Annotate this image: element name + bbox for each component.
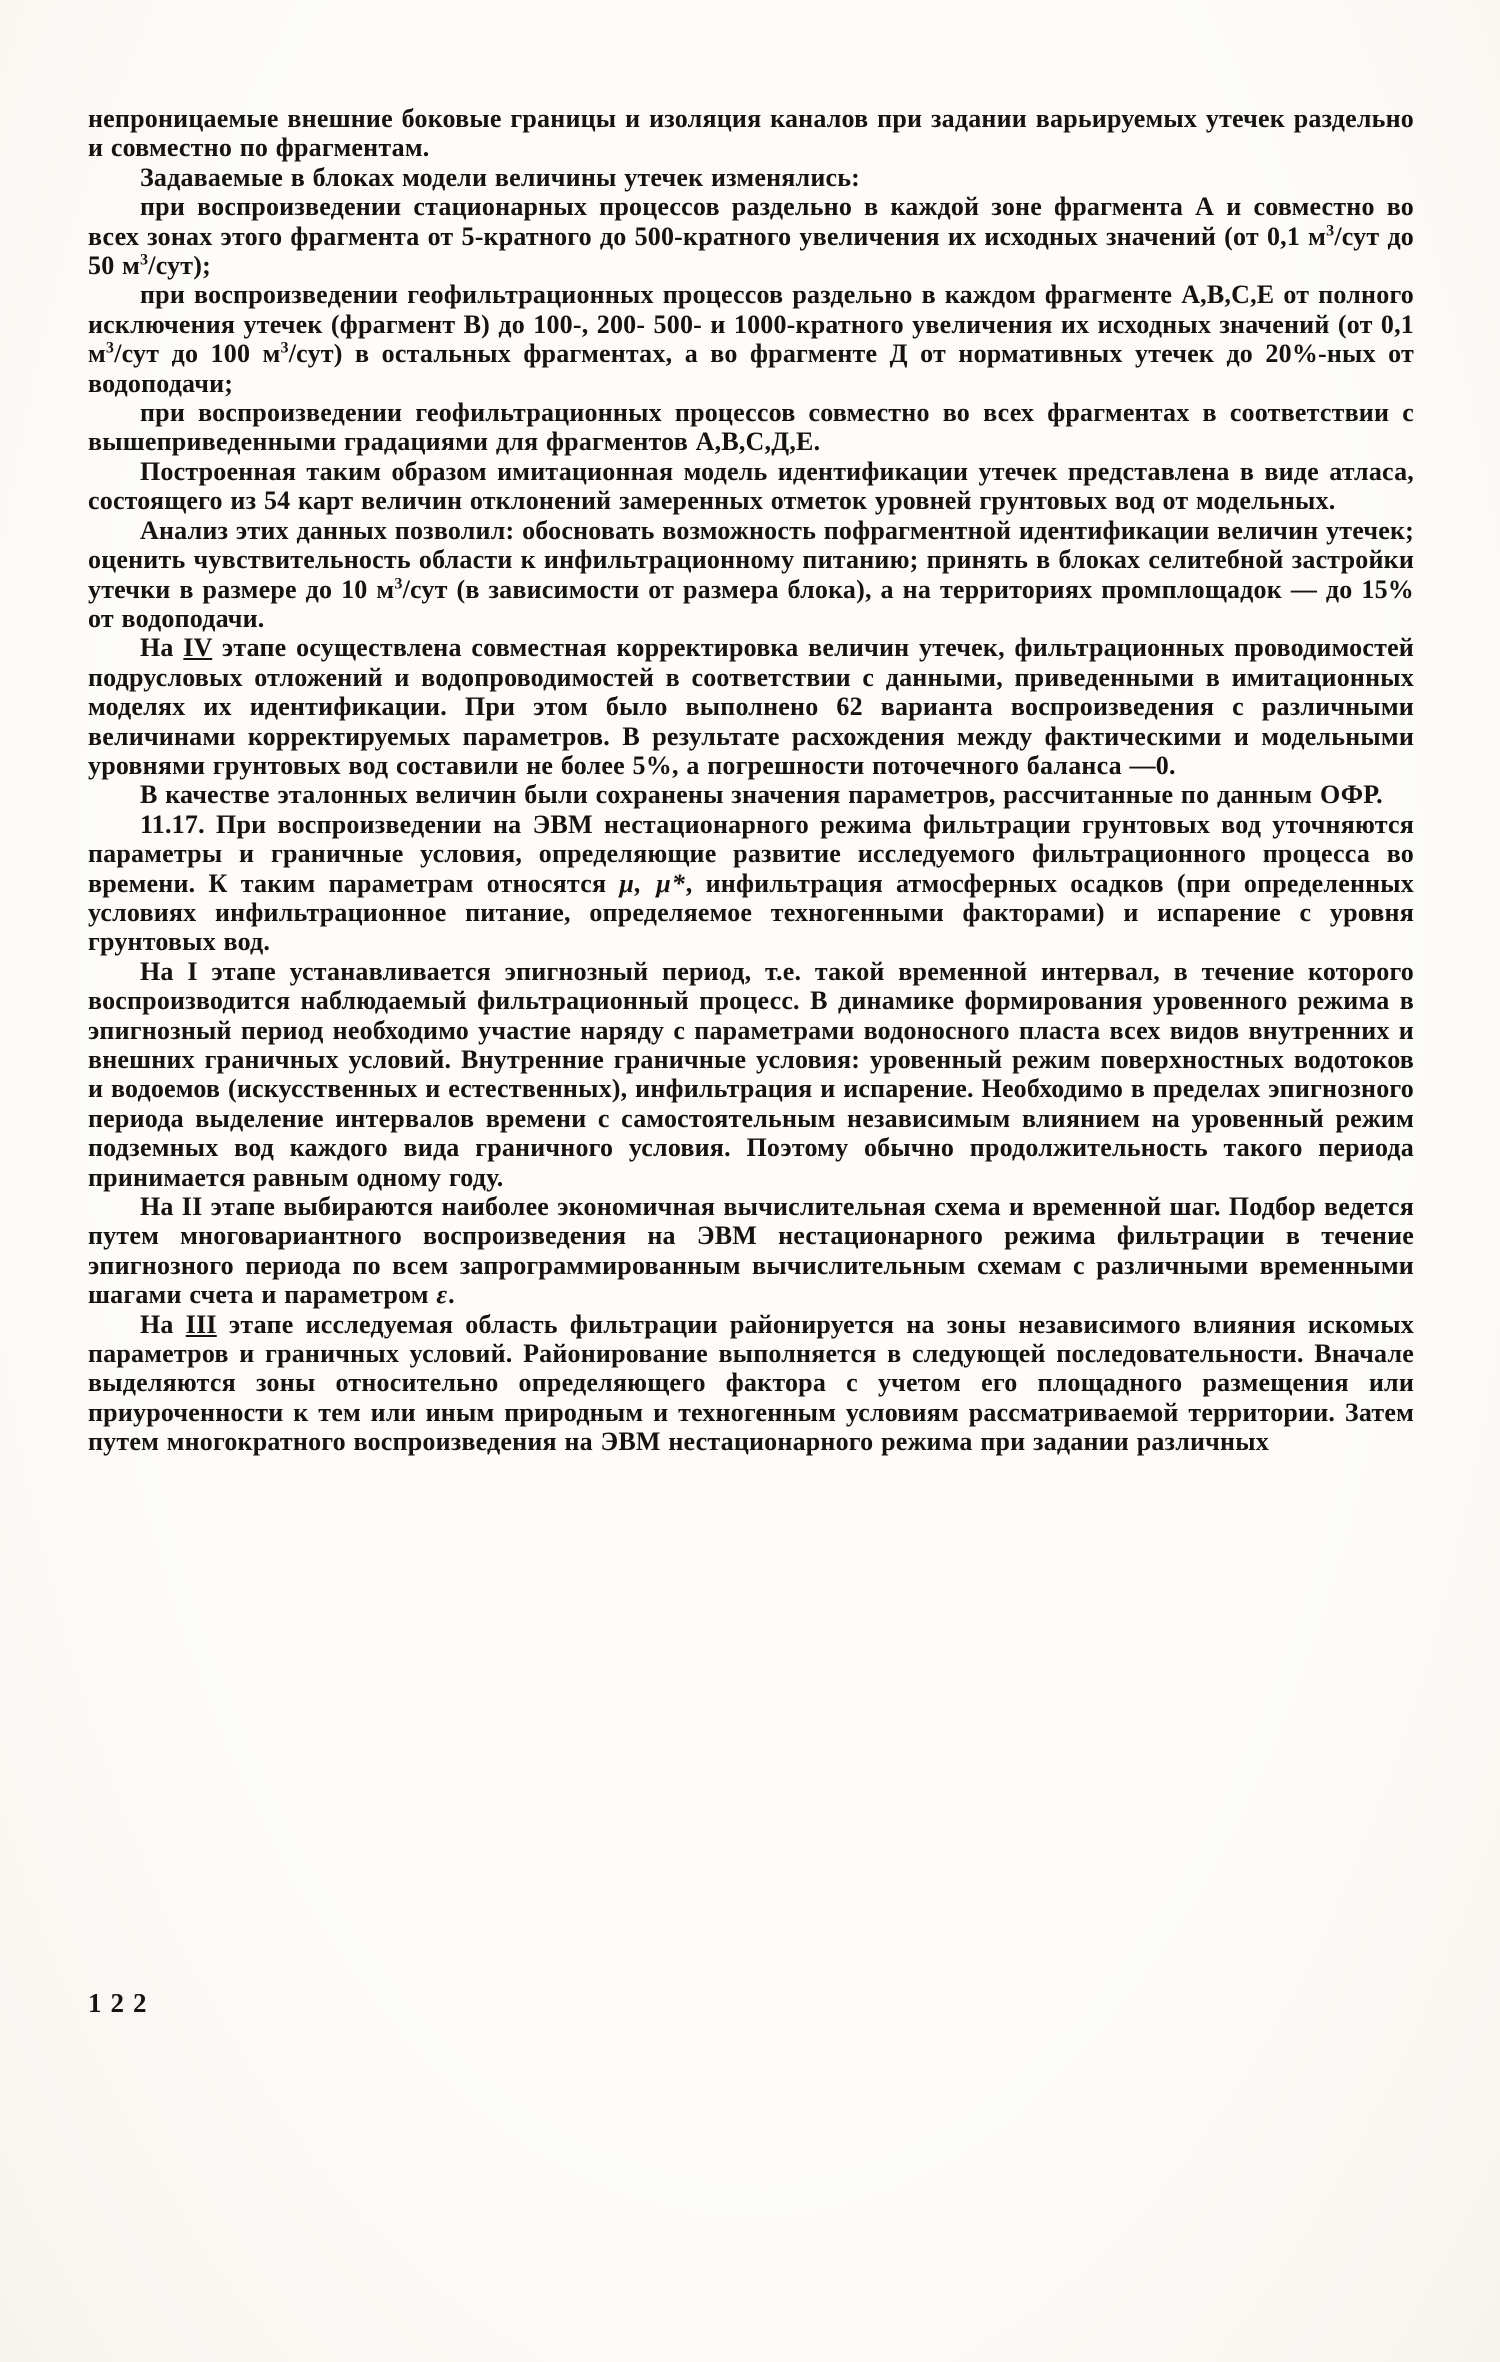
italic-text: μ, μ* xyxy=(619,868,686,898)
paragraph: Построенная таким образом имитационная модель идентификации утечек представлена в виде атласа, состоящего из 54 карт величин отклонений замеренных отметок уровней грунтовых вод от модельных. xyxy=(88,456,1414,516)
paragraph: при воспроизведении геофильтрационных процессов совместно во всех фрагментах в соответствии с вышеприведенными градациями для фрагментов А,В,С,Д,Е. xyxy=(88,398,1414,457)
superscript: 3 xyxy=(1326,221,1335,239)
underlined-text: IV xyxy=(183,633,213,663)
paragraph: На II этапе выбираются наиболее экономичная вычислительная схема и временной шаг. Подбор ведется путем многовариантного воспроизведения на ЭВМ нестационарного режима фильтрации в течение эпигнозного периода по всем запрограммированным вычислительным схемам с различными временными шагами счета и параметром ε. xyxy=(88,1192,1414,1310)
paragraph: при воспроизведении геофильтрационных процессов раздельно в каждом фрагменте А,В,С,Е от полного исключения утечек (фрагмент В) до 100-, 200- 500- и 1000-кратного увеличения их исходных значений (от 0,1 $м^3$/сут до 100 $м^3/сут$) в остальных фрагментах, а во фрагменте Д от нормативных утечек до 20%-ных от водоподачи; xyxy=(88,280,1414,398)
paragraph: Анализ этих данных позволил: обосновать возможность пофрагментной идентификации величин утечек; оценить чувствительность области к инфильтрационному питанию; принять в блоках селитебной застройки утечки в размере до 10 $м^3$/сут (в зависимости от размера блока), а на территориях промплощадок — до 15% от водоподачи. xyxy=(88,515,1414,633)
text-block xyxy=(88,104,1414,1457)
paragraph: На III этапе исследуемая область фильтрации районируется на зоны независимого влияния искомых параметров и граничных условий. Районирование выполняется в следующей последовательности. Вначале выделяются зоны относительно определяющего фактора с учетом его площадного размещения или приуроченности к тем или иным природным и техногенным условиям рассматриваемой территории. Затем путем многократного воспроизведения на ЭВМ нестационарного режима при задании различных xyxy=(88,1309,1415,1457)
paragraph: непроницаемые внешние боковые границы и изоляция каналов при задании варьируемых утечек раздельно и совместно по фрагментам. xyxy=(88,104,1414,163)
superscript: 3 xyxy=(140,251,149,269)
superscript: 3 xyxy=(105,339,115,357)
underlined-text: III xyxy=(185,1309,217,1339)
page-number: 122 xyxy=(88,1988,156,2018)
superscript: 3 xyxy=(394,574,403,592)
paragraph: В качестве эталонных величин были сохранены значения параметров, рассчитанные по данным ОФР. xyxy=(140,780,1383,810)
superscript: 3 xyxy=(280,339,289,357)
paragraph: 11.17. При воспроизведении на ЭВМ нестационарного режима фильтрации грунтовых вод уточняются параметры и граничные условия, определяющие развитие исследуемого фильтрационного процесса во времени. К таким параметрам относятся μ, μ*, инфильтрация атмосферных осадков (при определенных условиях инфильтрационное питание, определяемое техногенными факторами) и испарение с уровня грунтовых вод. xyxy=(88,809,1415,957)
paragraph: при воспроизведении стационарных процессов раздельно в каждой зоне фрагмента А и совместно во всех зонах этого фрагмента от 5-кратного до 500-кратного увеличения их исходных значений (от 0,1 $м^3$/сут до 50 $м^3/сут$); xyxy=(88,192,1415,281)
paragraph: Задаваемые в блоках модели величины утечек изменялись: xyxy=(140,162,861,192)
paragraph: На I этапе устанавливается эпигнозный период, т.е. такой временной интервал, в течение которого воспроизводится наблюдаемый фильтрационный процесс. В динамике формирования уровенного режима в эпигнозный период необходимо участие наряду с параметрами водоносного пласта всех видов внутренних и внешних граничных условий. Внутренние граничные условия: уровенный режим поверхностных водотоков и водоемов (искусственных и естественных), инфильтрация и испарение. Необходимо в пределах эпигнозного периода выделение интервалов времени с самостоятельным независимым влиянием на уровенный режим подземных вод каждого вида граничного условия. Поэтому обычно продолжительность такого периода принимается равным одному году. xyxy=(88,956,1414,1192)
italic-text: ε xyxy=(436,1280,449,1310)
paragraph: На IV этапе осуществлена совместная корректировка величин утечек, фильтрационных проводимостей подрусловых отложений и водопроводимостей в соответствии с данными, приведенными в имитационных моделях их идентификации. При этом было выполнено 62 варианта воспроизведения с различными величинами корректируемых параметров. В результате расхождения между фактическими и модельными уровнями грунтовых вод составили не более 5%, а погрешности поточечного баланса —0. xyxy=(88,633,1414,780)
